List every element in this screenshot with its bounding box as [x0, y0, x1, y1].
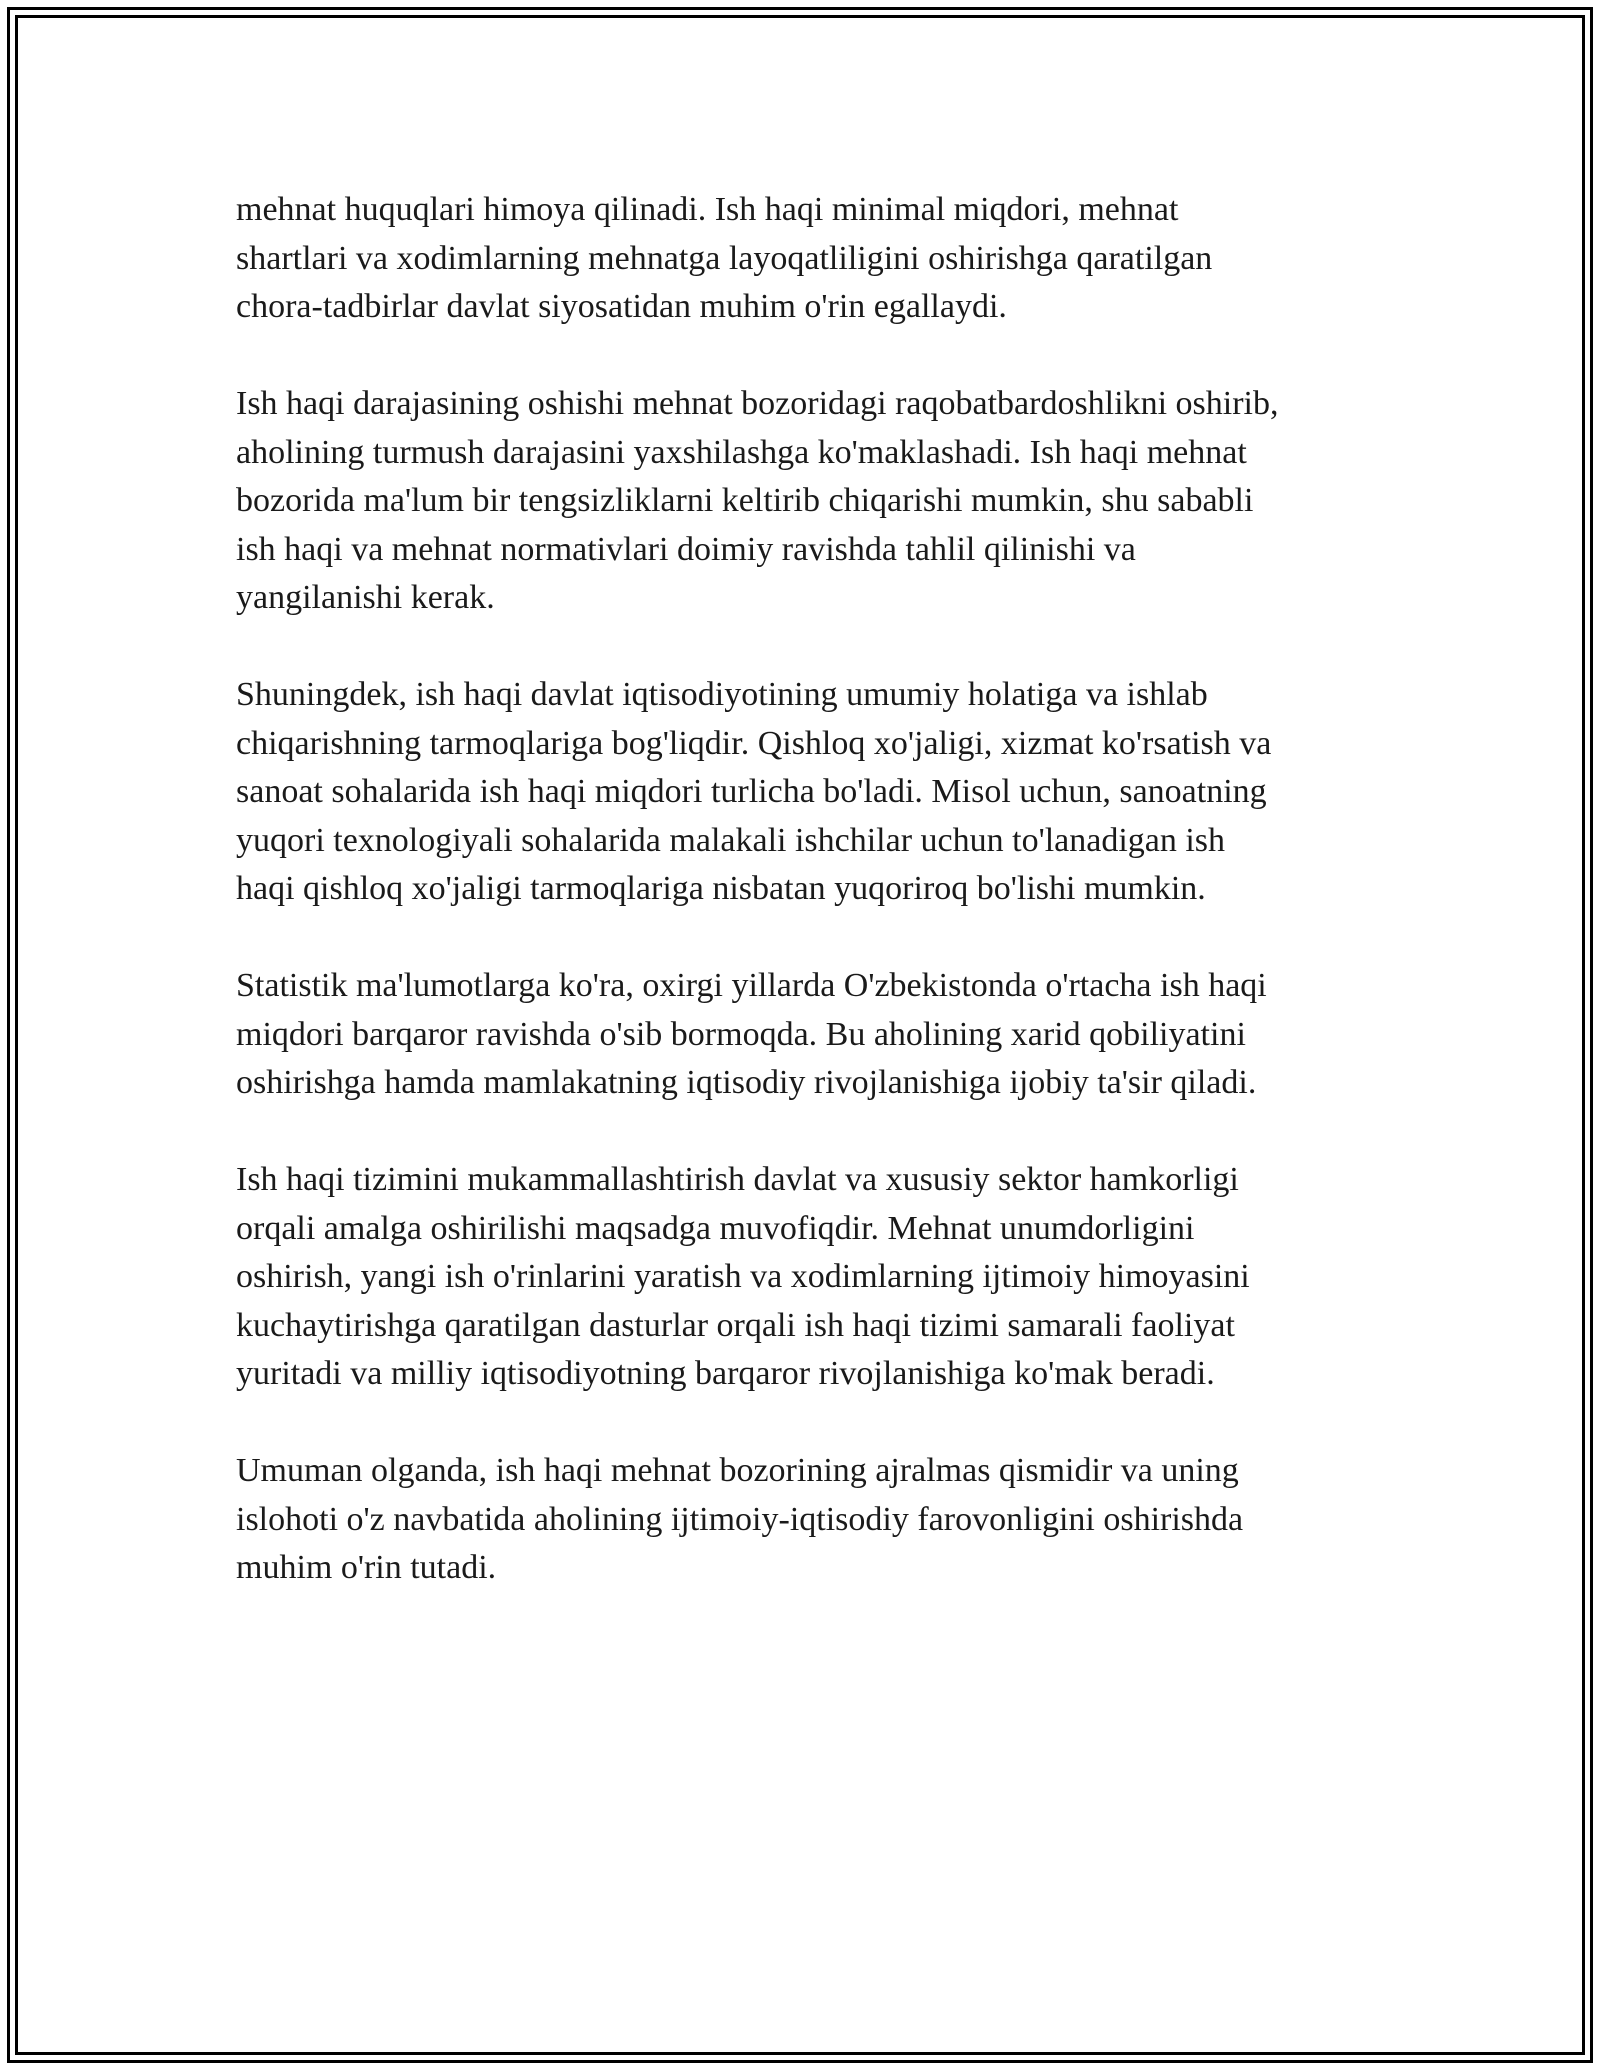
paragraph: Ish haqi darajasining oshishi mehnat bozoridagi raqobatbardoshlikni oshirib, aholining turmush darajasini yaxshilashga ko'maklashadi. Ish haqi mehnat bozorida ma'lum bir tengsizliklarni keltirib chiqarishi mumkin, shu sababli ish haqi va mehnat normativlari doimiy ravishda tahlil qilinishi va yangilanishi kerak. [236, 385, 1279, 616]
paragraph: Ish haqi tizimini mukammallashtirish davlat va xususiy sektor hamkorligi orqali amalga oshirilishi maqsadga muvofiqdir. Mehnat unumdorligini oshirish, yangi ish o'rinlarini yaratish va xodimlarning ijtimoiy himoyasini kuchaytirishga qaratilgan dasturlar orqali ish haqi tizimi samarali faoliyat yuritadi va milliy iqtisodiyotning barqaror rivojlanishiga ko'mak beradi. [236, 1161, 1250, 1392]
paragraph: mehnat huquqlari himoya qilinadi. Ish haqi minimal miqdori, mehnat shartlari va xodimlarning mehnatga layoqatliligini oshirishga qaratilgan chora-tadbirlar davlat siyosatidan muhim o'rin egallaydi. [236, 191, 1213, 325]
paragraph: Umuman olganda, ish haqi mehnat bozorining ajralmas qismidir va uning islohoti o'z navbatida aholining ijtimoiy-iqtisodiy farovonligini oshirishda muhim o'rin tutadi. [236, 1452, 1244, 1586]
paragraph: Statistik ma'lumotlarga ko'ra, oxirgi yillarda O'zbekistonda o'rtacha ish haqi miqdori barqaror ravishda o'sib bormoqda. Bu aholining xarid qobiliyatini oshirishga hamda mamlakatning iqtisodiy rivojlanishiga ijobiy ta'sir qiladi. [236, 967, 1267, 1101]
document-body [236, 186, 1376, 1641]
paragraph: Shuningdek, ish haqi davlat iqtisodiyotining umumiy holatiga va ishlab chiqarishning tarmoqlariga bog'liqdir. Qishloq xo'jaligi, xizmat ko'rsatish va sanoat sohalarida ish haqi miqdori turlicha bo'ladi. Misol uchun, sanoatning yuqori texnologiyali sohalarida malakali ishchilar uchun to'lanadigan ish haqi qishloq xo'jaligi tarmoqlariga nisbatan yuqoriroq bo'lishi mumkin. [236, 676, 1272, 907]
